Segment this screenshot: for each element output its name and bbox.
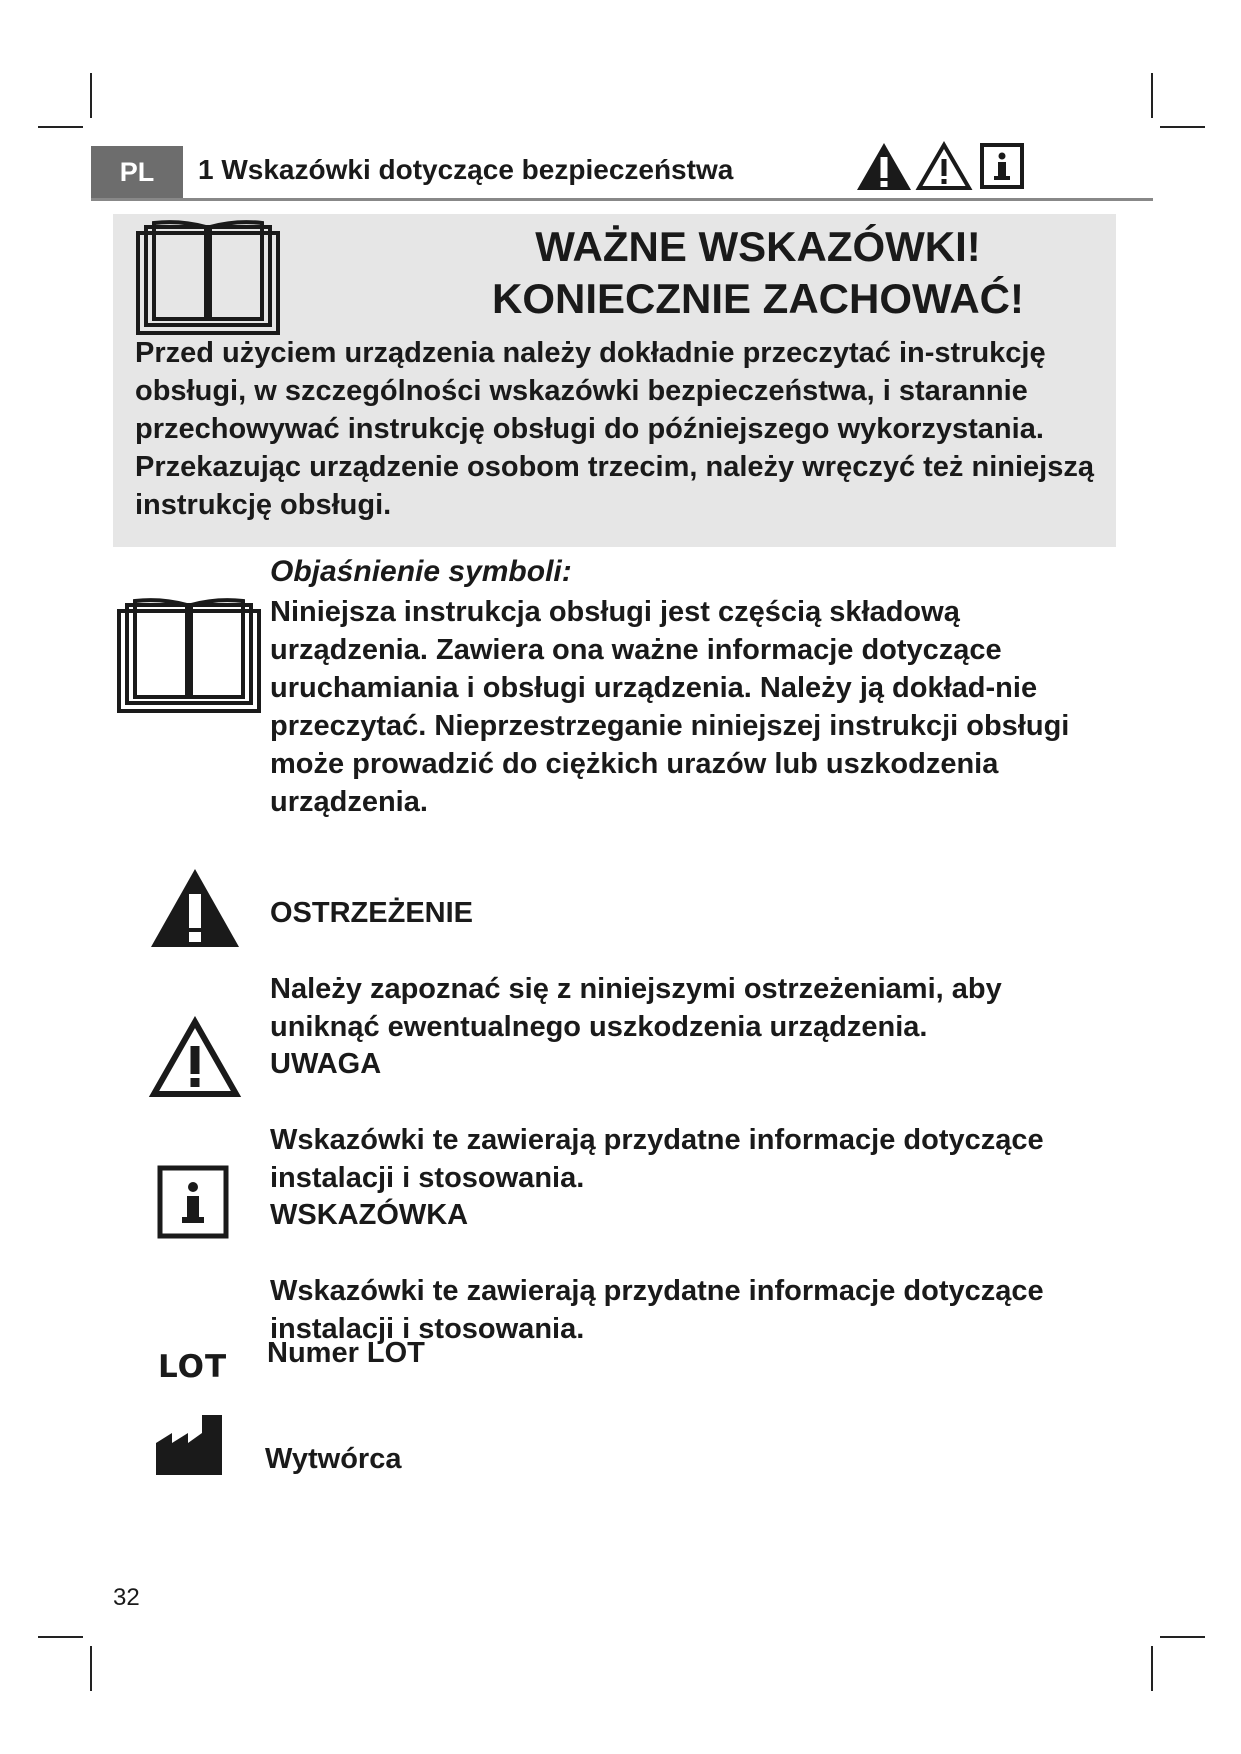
crop-mark	[38, 126, 83, 128]
hint-text: Wskazówki te zawierają przydatne informacje dotyczące instalacji i stosowania.	[270, 1275, 1044, 1345]
info-icon	[157, 1165, 229, 1239]
manual-symbol-text: Niniejsza instrukcja obsługi jest częścią składową urządzenia. Zawiera ona ważne informacje dotyczące uruchamiania i obsługi urządzenia. Należy ją dokład-nie przeczytać. Nieprzestrzeganie niniejszej instrukcji obsługi może prowadzić do ciężkich urazów lub uszkodzenia urządzenia.	[270, 596, 1070, 818]
crop-mark	[1160, 1636, 1205, 1638]
crop-mark	[90, 73, 92, 118]
lot-text: Numer LOT	[267, 1337, 425, 1369]
hint-label: WSKAZÓWKA	[270, 1199, 469, 1231]
info-icon	[980, 143, 1024, 189]
important-notice-box	[113, 214, 1116, 547]
lot-symbol: LOT	[158, 1349, 228, 1385]
page-number: 32	[113, 1584, 140, 1611]
crop-mark	[38, 1636, 83, 1638]
crop-mark	[1160, 126, 1205, 128]
section-header	[91, 146, 1153, 201]
section-title: 1 Wskazówki dotyczące bezpieczeństwa	[198, 154, 734, 185]
manufacturer-text: Wytwórca	[265, 1443, 402, 1475]
open-book-icon	[116, 596, 262, 716]
warning-filled-icon	[148, 866, 242, 950]
hint-symbol-block	[270, 1158, 1110, 1348]
symbols-heading: Objaśnienie symboli:	[270, 555, 572, 588]
caution-outline-icon	[915, 140, 973, 192]
manufacturer-icon	[154, 1413, 224, 1477]
crop-mark	[1151, 73, 1153, 118]
notice-title-line1: WAŻNE WSKAZÓWKI!	[535, 223, 981, 270]
crop-mark	[1151, 1646, 1153, 1691]
caution-outline-icon	[148, 1016, 242, 1100]
caution-label: UWAGA	[270, 1048, 382, 1080]
warning-text: Należy zapoznać się z niniejszymi ostrzeżeniami, aby uniknąć ewentualnego uszkodzenia urządzenia.	[270, 973, 1002, 1043]
caution-text: Wskazówki te zawierają przydatne informacje dotyczące instalacji i stosowania.	[270, 1124, 1044, 1194]
notice-body: Przed użyciem urządzenia należy dokładnie przeczytać in-strukcję obsługi, w szczególności wskazówki bezpieczeństwa, i starannie przechowywać instrukcję obsługi do późniejszego wykorzystania. Przekazując urządzenie osobom trzecim, należy wręczyć też niniejszą instrukcję obsługi.	[135, 337, 1094, 521]
open-book-icon	[135, 218, 281, 338]
crop-mark	[90, 1646, 92, 1691]
notice-title-line2: KONIECZNIE ZACHOWAĆ!	[492, 275, 1024, 322]
language-badge: PL	[91, 146, 183, 198]
warning-label: OSTRZEŻENIE	[270, 897, 474, 929]
warning-filled-icon	[855, 140, 913, 192]
